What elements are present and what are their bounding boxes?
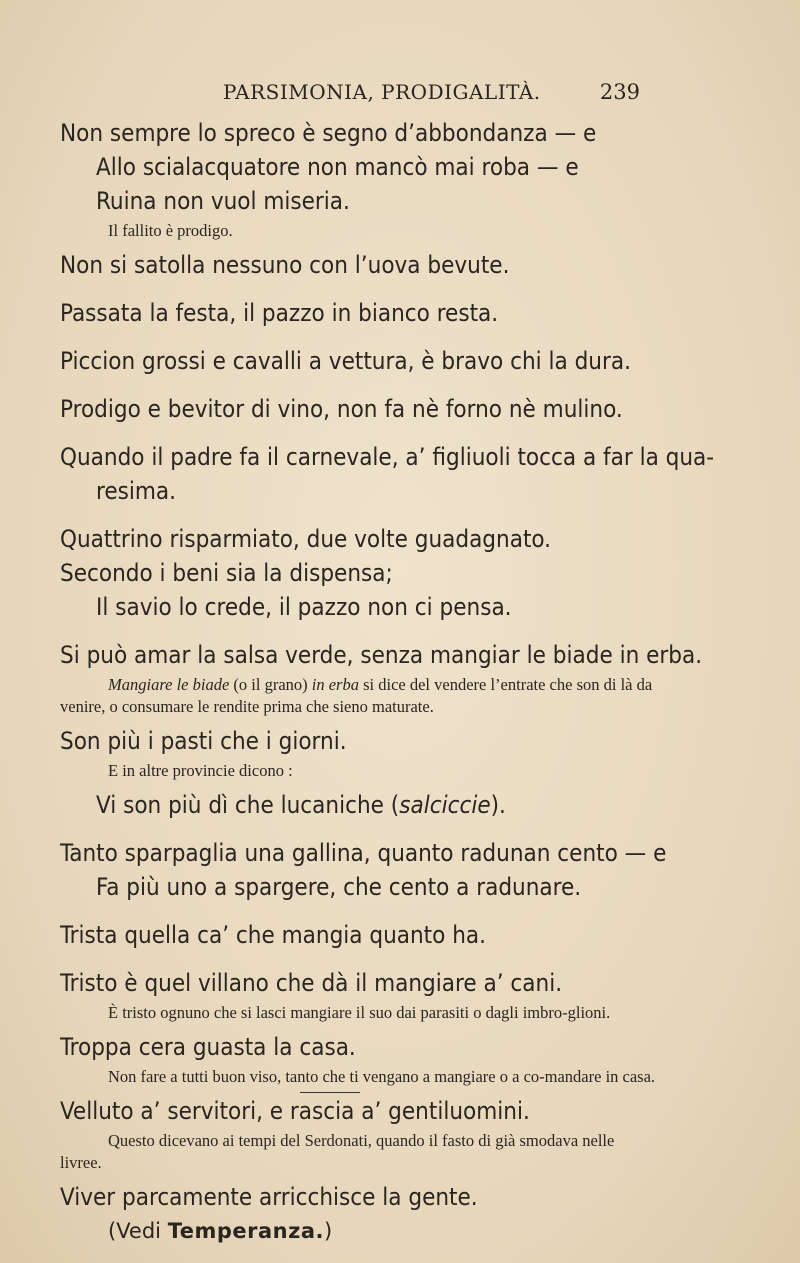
section-end-rule (300, 1092, 360, 1093)
proverb-line: Tanto sparpaglia una gallina, quanto radunan cento — e (60, 839, 667, 867)
see-text: ) (324, 1219, 333, 1243)
proverb-line: Non si satolla nessuno con l’uova bevute. (60, 251, 510, 279)
proverb-line: Secondo i beni sia la dispensa; (60, 559, 393, 587)
proverb-line: Passata la festa, il pazzo in bianco resta. (60, 299, 499, 327)
page-header (60, 80, 640, 110)
proverb-line: Tristo è quel villano che dà il mangiare a’ cani. (60, 969, 563, 997)
line-italic: salciccie (399, 791, 491, 819)
proverb-note: Non fare a tutti buon viso, tanto che ti vengano a mangiare o a co-mandare in casa. (108, 1067, 656, 1086)
proverb-line (60, 788, 660, 822)
note-italic: Mangiare le biade (108, 675, 230, 694)
proverb-note: Questo dicevano ai tempi del Serdonati, quando il fasto di già smodava nelle livree. (60, 1131, 615, 1172)
page-number: 239 (599, 80, 640, 104)
cross-reference (60, 1214, 660, 1248)
proverb-line: Prodigo e bevitor di vino, non fa nè forno nè mulino. (60, 395, 623, 423)
proverb-line: Il savio lo crede, il pazzo non ci pensa. (96, 593, 512, 621)
proverb-line: Piccion grossi e cavalli a vettura, è bravo chi la dura. (60, 347, 631, 375)
line-text: ). (490, 791, 506, 819)
proverb-line: Ruina non vuol miseria. (96, 187, 350, 215)
proverb-note: È tristo ognuno che si lasci mangiare il suo dai parasiti o dagli imbro-glioni. (108, 1003, 611, 1022)
proverb-note: Il fallito è prodigo. (108, 221, 233, 240)
see-text: (Vedi (108, 1219, 168, 1243)
proverb-list (60, 116, 715, 1248)
see-link-text: Temperanza. (167, 1219, 324, 1243)
proverb-line: Allo scialacquatore non mancò mai roba — e (96, 153, 579, 181)
proverb-line: resima. (96, 477, 177, 505)
note-text: si dice del vendere l’entrate che son di là da venire, o consumare le rendite prima che sieno maturate. (60, 675, 653, 716)
proverb-note (60, 674, 660, 718)
proverb-line: Fa più uno a spargere, che cento a radunare. (96, 873, 582, 901)
proverb-line: Son più i pasti che i giorni. (60, 727, 347, 755)
note-text: (o il grano) (229, 675, 312, 694)
proverb-line: Quando il padre fa il carnevale, a’ figliuoli tocca a far la qua- (60, 443, 715, 471)
note-italic: in erba (311, 675, 359, 694)
proverb-line: Quattrino risparmiato, due volte guadagnato. (60, 525, 552, 553)
proverb-line: Trista quella ca’ che mangia quanto ha. (60, 921, 486, 949)
proverb-line: Velluto a’ servitori, e rascia a’ gentiluomini. (60, 1097, 530, 1125)
proverb-line: Si può amar la salsa verde, senza mangiar le biade in erba. (60, 641, 703, 669)
proverb-line: Viver parcamente arricchisce la gente. (60, 1183, 478, 1211)
running-title: PARSIMONIA, PRODIGALITÀ. (223, 80, 541, 104)
proverb-line: Non sempre lo spreco è segno d’abbondanza — e (60, 119, 597, 147)
proverb-line: Troppa cera guasta la casa. (60, 1033, 356, 1061)
proverb-note: E in altre provincie dicono : (108, 761, 293, 780)
line-text: Vi son più dì che lucaniche ( (96, 791, 400, 819)
